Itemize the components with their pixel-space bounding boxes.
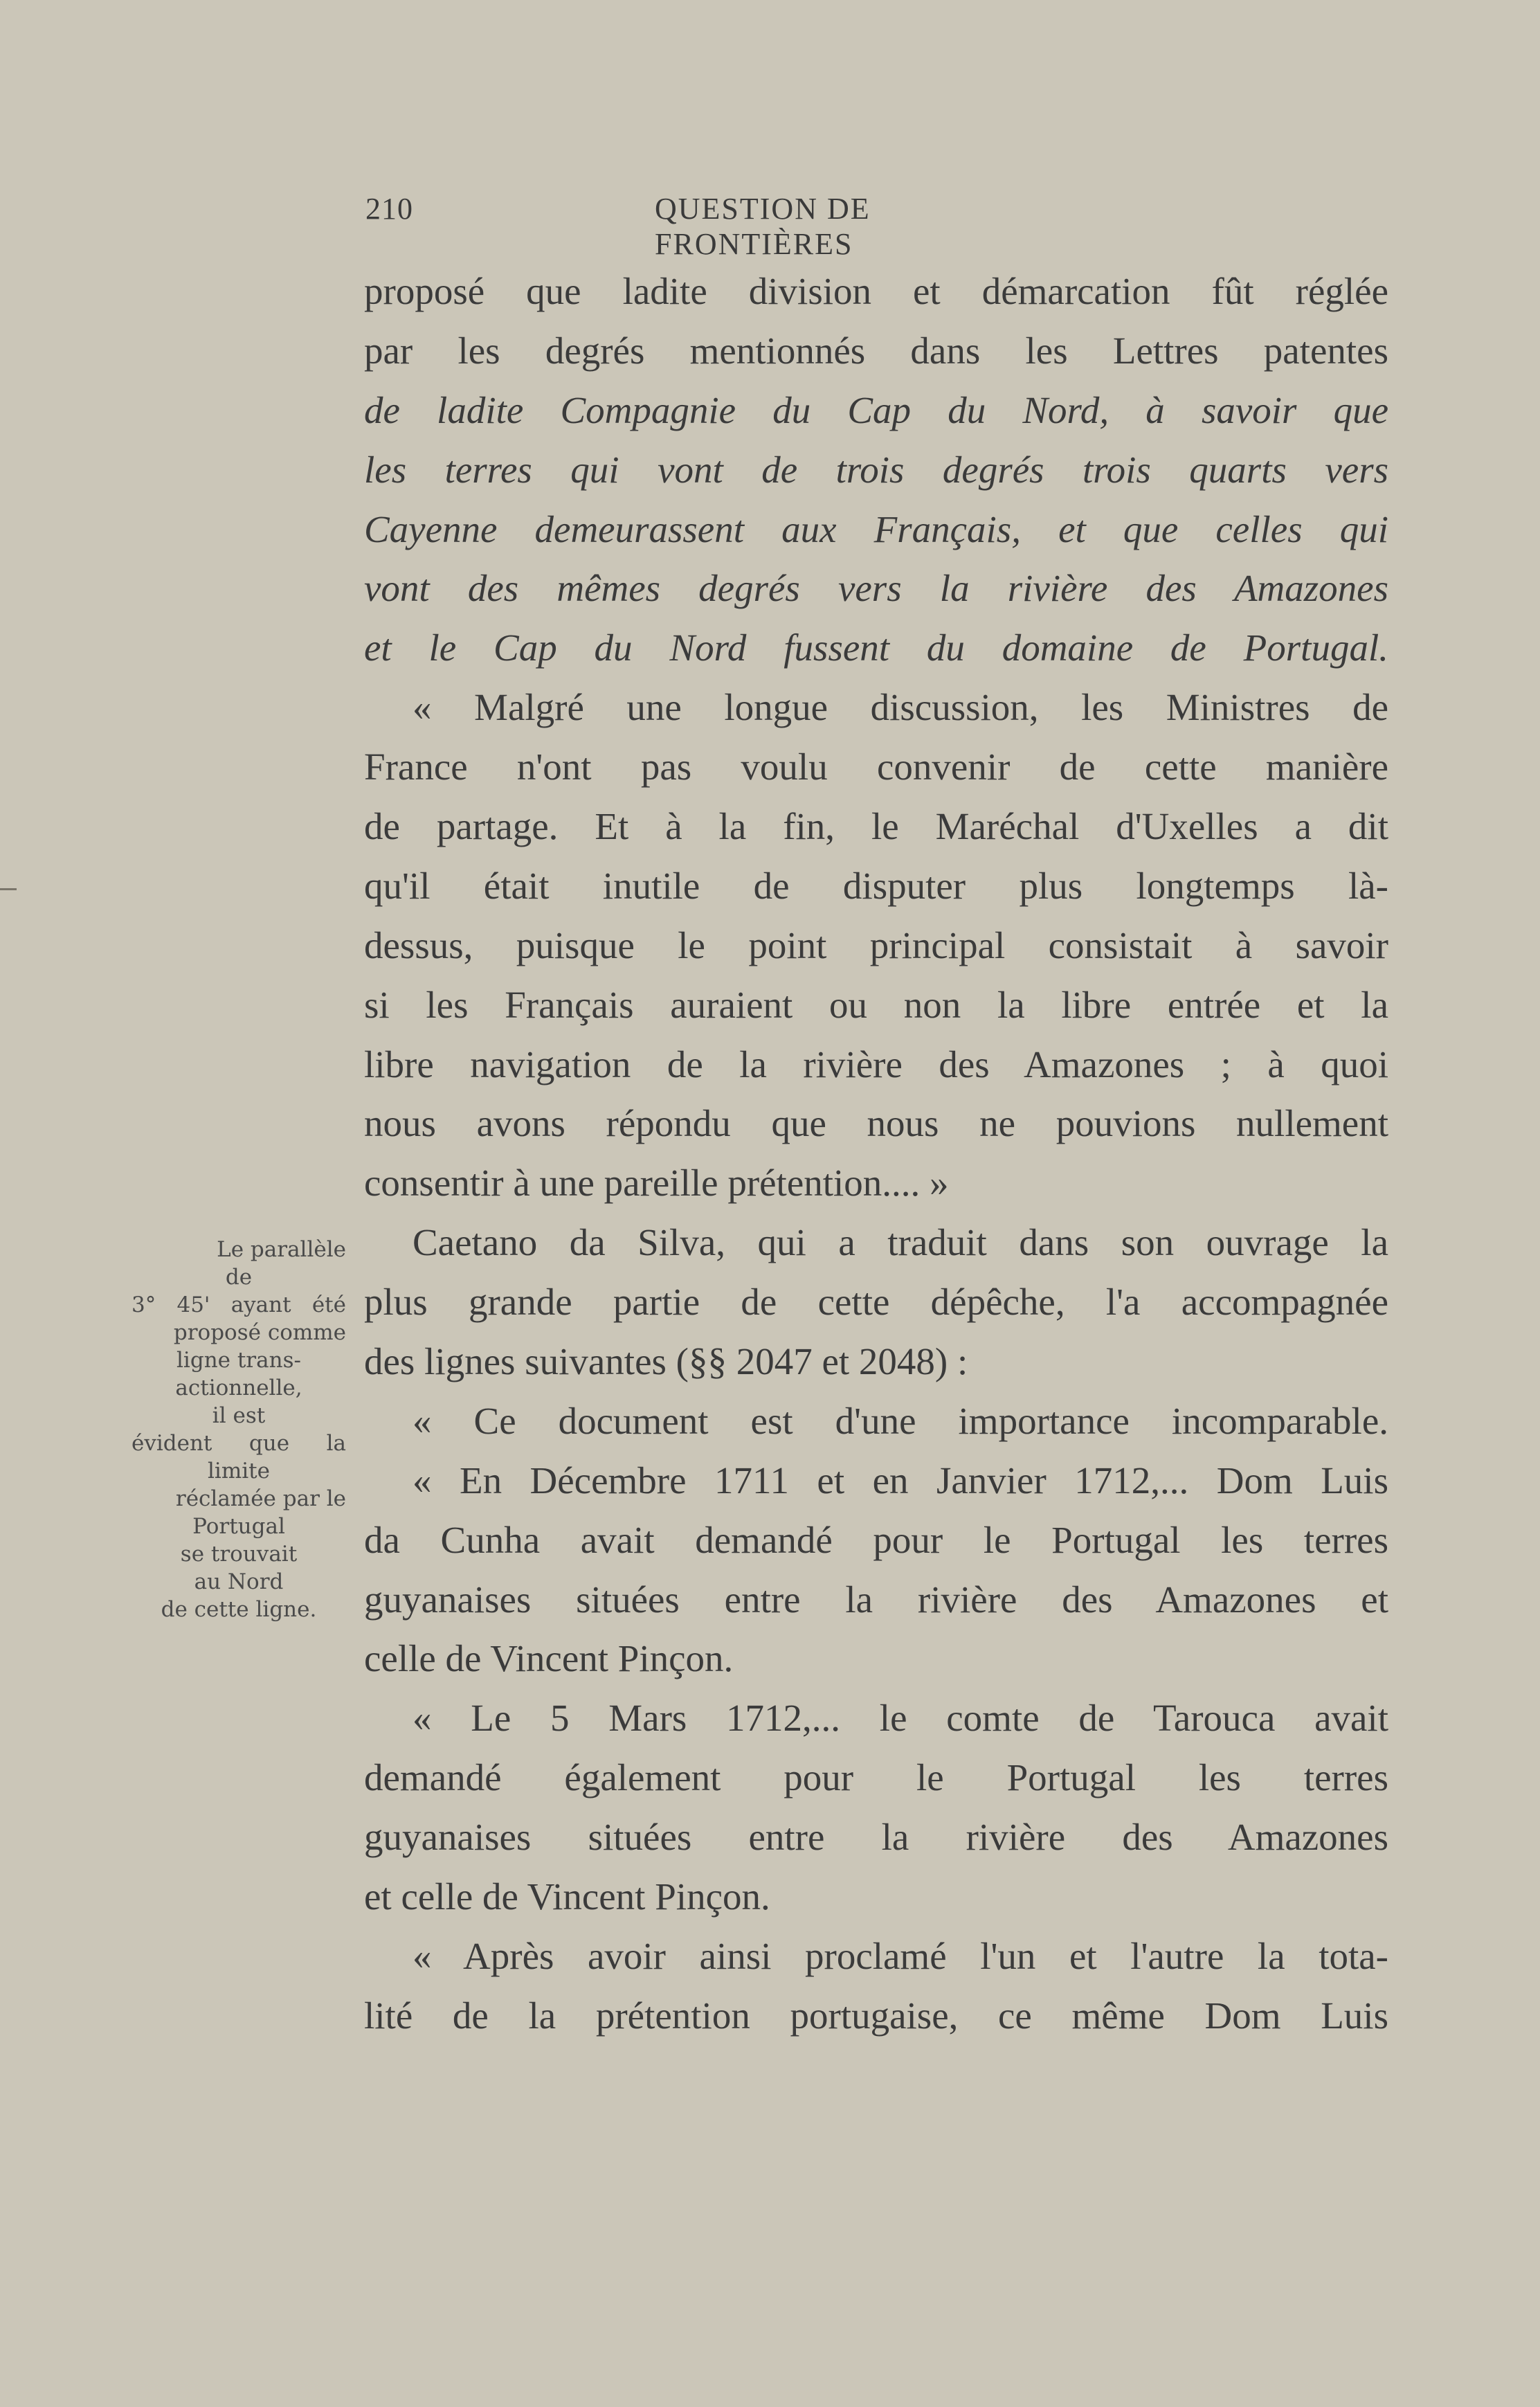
- body-line: France n'ont pas voulu convenir de cette manière: [364, 746, 1388, 788]
- body-line: consentir à une pareille prétention.... »: [364, 1162, 949, 1205]
- body-line: celle de Vincent Pinçon.: [364, 1637, 734, 1680]
- body-line: da Cunha avait demandé pour le Portugal les terres: [364, 1518, 1388, 1561]
- body-line: plus grande partie de cette dépêche, l'a accompagnée: [364, 1281, 1388, 1324]
- body-line: Cayenne demeurassent aux Français, et que celles qui: [364, 507, 1388, 550]
- page-number: 210: [365, 192, 413, 226]
- margin-note-line: Le parallèle: [217, 1237, 346, 1262]
- margin-note-line: évident que la: [132, 1431, 346, 1456]
- body-line: « En Décembre 1711 et en Janvier 1712,... Dom Luis: [413, 1459, 1388, 1502]
- body-line: par les degrés mentionnés dans les Lettres patentes: [364, 329, 1388, 372]
- body-line: des lignes suivantes (§§ 2047 et 2048) :: [364, 1340, 968, 1383]
- margin-note-line: ligne trans-: [176, 1348, 301, 1373]
- page-edge-mark: [0, 888, 17, 890]
- margin-note-line: limite: [208, 1459, 270, 1484]
- body-text: [364, 262, 1388, 2046]
- body-line: proposé que ladite division et démarcation fût réglée: [364, 270, 1388, 312]
- margin-note-line: proposé comme: [173, 1320, 346, 1345]
- body-line: lité de la prétention portugaise, ce même Dom Luis: [364, 1994, 1388, 2037]
- margin-note-line: il est: [212, 1403, 266, 1428]
- margin-note-line: 3° 45' ayant été: [132, 1292, 346, 1317]
- body-line: nous avons répondu que nous ne pouvions nullement: [364, 1102, 1388, 1145]
- margin-note: [132, 1236, 346, 1623]
- body-line: libre navigation de la rivière des Amazones ; à quoi: [364, 1043, 1388, 1085]
- margin-note-line: au Nord: [194, 1569, 284, 1594]
- margin-note-line: Portugal: [192, 1514, 285, 1539]
- body-line: de partage. Et à la fin, le Maréchal d'Uxelles a dit: [364, 805, 1388, 848]
- body-line: « Le 5 Mars 1712,... le comte de Tarouca avait: [413, 1697, 1388, 1740]
- body-line: dessus, puisque le point principal consistait à savoir: [364, 923, 1388, 966]
- body-line: et celle de Vincent Pinçon.: [364, 1875, 770, 1918]
- margin-note-line: de: [225, 1265, 253, 1290]
- body-line: Caetano da Silva, qui a traduit dans son ouvrage la: [413, 1221, 1388, 1264]
- body-line: « Malgré une longue discussion, les Ministres de: [413, 686, 1388, 729]
- margin-note-line: réclamée par le: [175, 1486, 346, 1511]
- body-line: vont des mêmes degrés vers la rivière des Amazones: [364, 567, 1388, 610]
- body-line: demandé également pour le Portugal les terres: [364, 1756, 1388, 1799]
- body-line: et le Cap du Nord fussent du domaine de Portugal.: [364, 626, 1388, 669]
- body-line: de ladite Compagnie du Cap du Nord, à savoir que: [364, 388, 1388, 431]
- page-header: [365, 191, 1058, 261]
- margin-note-line: de cette ligne.: [161, 1597, 317, 1622]
- body-line: guyanaises situées entre la rivière des Amazones et: [364, 1578, 1388, 1621]
- body-line: si les Français auraient ou non la libre entrée et la: [364, 983, 1388, 1026]
- body-line: les terres qui vont de trois degrés trois quarts vers: [364, 448, 1388, 491]
- running-title: QUESTION DE FRONTIÈRES: [655, 192, 871, 261]
- margin-note-line: actionnelle,: [175, 1376, 302, 1400]
- body-line: qu'il était inutile de disputer plus longtemps là-: [364, 864, 1388, 907]
- margin-note-line: se trouvait: [180, 1542, 298, 1567]
- body-line: « Après avoir ainsi proclamé l'un et l'autre la tota-: [413, 1934, 1388, 1977]
- body-line: guyanaises situées entre la rivière des Amazones: [364, 1816, 1388, 1859]
- body-line: « Ce document est d'une importance incomparable.: [413, 1399, 1388, 1442]
